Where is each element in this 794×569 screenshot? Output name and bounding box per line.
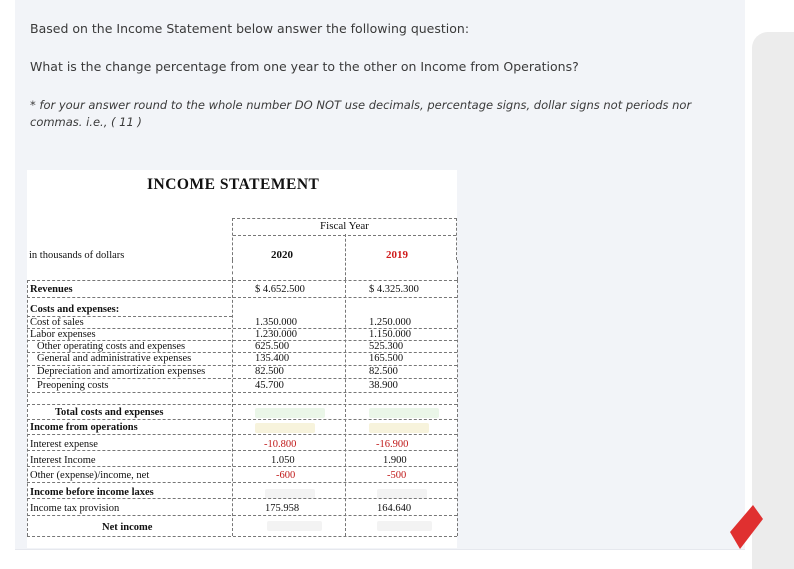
grid-line [27, 419, 457, 420]
row-label: Income tax provision [30, 503, 120, 514]
grid-line [27, 392, 457, 393]
table-row [27, 407, 457, 418]
value-2019: -16.900 [376, 439, 409, 450]
value-2019: 525.300 [369, 341, 404, 352]
year-2020-header: 2020 [271, 249, 293, 261]
row-label: Costs and expenses: [30, 304, 120, 315]
row-label: Net income [102, 522, 153, 533]
value-2019: 1.900 [383, 455, 407, 466]
grid-line [457, 260, 458, 280]
table-row [27, 487, 457, 498]
value-2020: 1.050 [271, 455, 295, 466]
value-2020: -600 [276, 470, 296, 481]
value-2020: 82.500 [255, 366, 284, 377]
value-2019: 165.500 [369, 353, 404, 364]
row-label: Revenues [30, 284, 73, 295]
table-row [27, 329, 457, 340]
row-label: Income before income laxes [30, 487, 154, 498]
red-corner-marker-icon [725, 497, 785, 557]
year-2019-header: 2019 [386, 249, 408, 261]
grid-line [345, 234, 346, 280]
row-label: Interest expense [30, 439, 98, 450]
statement-title: INCOME STATEMENT [147, 176, 320, 193]
row-label: Income from operations [30, 422, 138, 433]
value-2019: -500 [387, 470, 407, 481]
value-2020: 45.700 [255, 380, 284, 391]
side-paper-decoration [752, 32, 794, 569]
value-2020: -10.800 [264, 439, 297, 450]
row-label: Other (expense)/income, net [30, 470, 150, 481]
table-row [27, 455, 457, 466]
value-2020: 175.958 [265, 503, 300, 514]
table-row [27, 353, 457, 364]
grid-line [27, 498, 457, 499]
table-row [27, 380, 457, 391]
table-row [27, 522, 457, 533]
table-row [27, 422, 457, 433]
grid-line [27, 536, 457, 537]
answer-instruction: * for your answer round to the whole number DO NOT use decimals, percentage signs, dollar signs not periods nor commas. i.e., ( 11 ) [30, 98, 692, 129]
row-label: Depreciation and amortization expenses [37, 366, 206, 377]
value-2020: 625.500 [255, 341, 290, 352]
value-2020: $ 4.652.500 [255, 284, 305, 295]
income-statement-image [27, 170, 457, 548]
grid-line [232, 260, 233, 280]
row-label: Preopening costs [37, 380, 109, 391]
table-row [27, 439, 457, 450]
fiscal-year-label: Fiscal Year [320, 220, 369, 232]
row-label: Interest Income [30, 455, 96, 466]
value-2019: $ 4.325.300 [369, 284, 419, 295]
grid-line [27, 280, 457, 281]
row-label: Labor expenses [30, 329, 96, 340]
value-2019: 1.250.000 [369, 317, 411, 328]
table-row [27, 366, 457, 377]
grid-line [27, 515, 457, 516]
table-row [27, 503, 457, 514]
grid-line [27, 450, 457, 451]
question-intro: Based on the Income Statement below answer the following question: [30, 21, 470, 36]
table-row [27, 284, 457, 295]
grid-line [27, 404, 457, 405]
table-row [27, 317, 457, 328]
value-2019: 38.900 [369, 380, 398, 391]
grid-line [457, 280, 458, 536]
question-prompt: What is the change percentage from one year to the other on Income from Operations? [30, 59, 579, 74]
grid-line [27, 378, 457, 379]
units-label: in thousands of dollars [29, 250, 125, 261]
grid-line [27, 482, 457, 483]
value-2020: 1.350.000 [255, 317, 297, 328]
table-row [27, 304, 457, 315]
row-label: Other operating costs and expenses [37, 341, 186, 352]
value-2020: 135.400 [255, 353, 290, 364]
grid-line [27, 297, 457, 298]
value-2019: 164.640 [377, 503, 412, 514]
value-2019: 82.500 [369, 366, 398, 377]
row-label: Cost of sales [30, 317, 84, 328]
grid-line [27, 434, 457, 435]
table-row [27, 470, 457, 481]
row-label: General and administrative expenses [37, 353, 192, 364]
row-label: Total costs and expenses [55, 407, 164, 418]
value-2020: 1.230.000 [255, 329, 297, 340]
table-row [27, 341, 457, 352]
value-2019: 1.150.000 [369, 329, 411, 340]
grid-line [27, 466, 457, 467]
